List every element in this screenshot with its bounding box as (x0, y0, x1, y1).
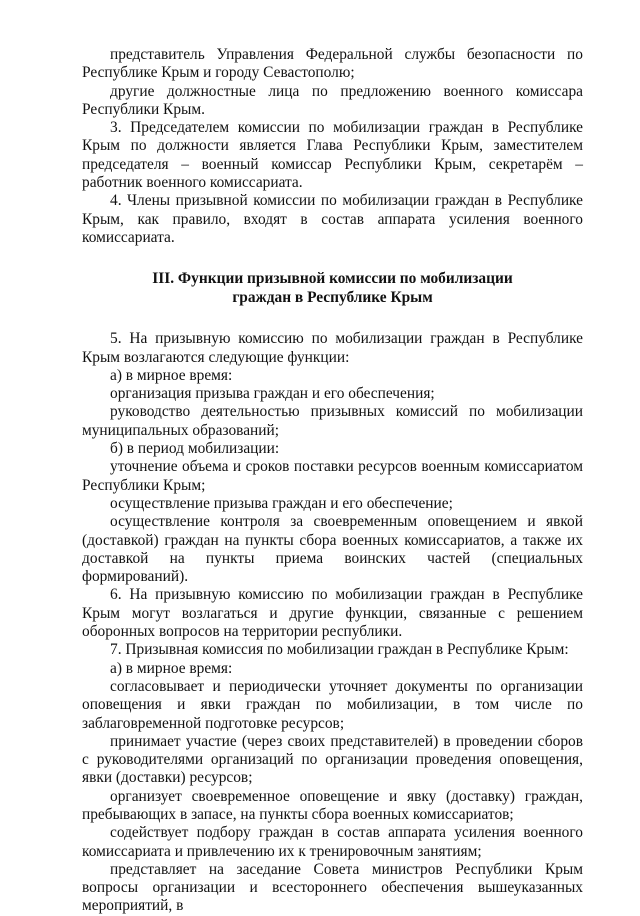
paragraph: а) в мирное время: (110, 366, 233, 384)
paragraph: осуществление контроля за своевременным оповещением и явкой (доставкой) граждан на пункты сбора военных комиссариатов, а также их доставкой на пункты приема воинских частей (специальных формирований). (82, 513, 583, 586)
paragraph: другие должностные лица по предложению военного комиссара Республики Крым. (82, 82, 583, 118)
paragraph: 7. Призывная комиссия по мобилизации граждан в Республике Крым: (110, 641, 569, 659)
paragraph: б) в период мобилизации: (110, 440, 280, 458)
section-heading-line-1: III. Функции призывной комиссии по мобилизации (152, 270, 513, 288)
paragraph: представляет на заседание Совета министров Республики Крым вопросы организации и всестороннего обеспечения вышеуказанных мероприятий, в (82, 860, 583, 915)
paragraph: а) в мирное время: (110, 659, 233, 677)
section-heading-line-2: граждан в Республике Крым (232, 289, 433, 307)
paragraph: содействует подбору граждан в состав аппарата усиления военного комиссариата и привлечению их к тренировочным занятиям; (82, 824, 583, 860)
section-heading (82, 269, 583, 307)
paragraph: принимает участие (через своих представителей) в проведении сборов с руководителями организаций по организации проведения оповещения, явки (доставки) ресурсов; (82, 732, 583, 787)
paragraph: руководство деятельностью призывных комиссий по мобилизации муниципальных образований; (82, 403, 583, 439)
paragraph: осуществление призыва граждан и его обеспечение; (110, 494, 453, 512)
paragraph: 3. Председателем комиссии по мобилизации граждан в Республике Крым по должности является Глава Республики Крым, заместителем председателя – военный комиссар Республики Крым, секретарём – работник военного комиссариата. (82, 119, 583, 192)
paragraph: 6. На призывную комиссию по мобилизации граждан в Республике Крым могут возлагаться и другие функции, связанные с решением оборонных вопросов на территории республики. (82, 586, 583, 641)
paragraph: согласовывает и периодически уточняет документы по организации оповещения и явки граждан по мобилизации, в том числе по заблаговременной подготовке ресурсов; (82, 677, 583, 732)
paragraph: 4. Члены призывной комиссии по мобилизации граждан в Республике Крым, как правило, входят в состав аппарата усиления военного комиссариата. (82, 192, 583, 246)
paragraph: 5. На призывную комиссию по мобилизации граждан в Республике Крым возлагаются следующие функции: (82, 330, 583, 366)
paragraph: организация призыва граждан и его обеспечения; (110, 385, 435, 403)
paragraph: организует своевременное оповещение и явку (доставку) граждан, пребывающих в запасе, на пункты сбора военных комиссариатов; (82, 787, 583, 823)
paragraph: представитель Управления Федеральной службы безопасности по Республике Крым и городу Севастополю; (82, 46, 583, 82)
paragraph: уточнение объема и сроков поставки ресурсов военным комиссариатом Республики Крым; (82, 458, 583, 494)
